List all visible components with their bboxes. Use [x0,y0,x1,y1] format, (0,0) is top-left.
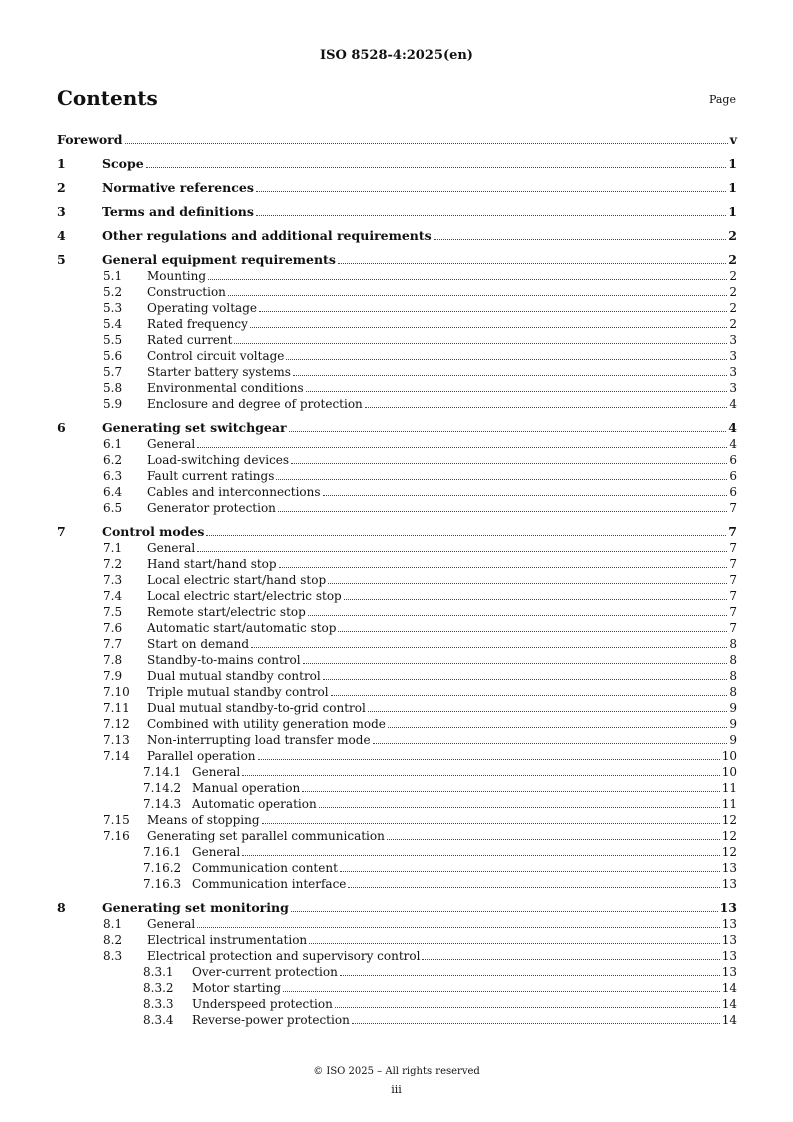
dot-leader [197,551,727,552]
toc-entry-title: Local electric start/electric stop [147,589,342,603]
dot-leader [291,911,718,912]
toc-entry[interactable] [57,268,737,284]
dot-leader [286,359,727,360]
toc-entry-title: Manual operation [192,781,301,795]
toc-entry-number: 1 [57,156,66,171]
toc-entry-page: 1 [728,156,737,171]
toc-entry-page: 13 [721,861,737,875]
toc-entry-title: General [147,437,196,451]
toc-entry[interactable] [57,844,737,860]
dot-leader [365,407,728,408]
toc-entry-title: General equipment requirements [102,252,336,267]
toc-entry-number: 5.8 [103,381,123,395]
toc-entry[interactable] [57,332,737,348]
toc-entry[interactable] [57,948,737,964]
dot-leader [259,311,727,312]
toc-entry[interactable] [57,668,737,684]
toc-entry-title: Fault current ratings [147,469,275,483]
dot-leader [340,975,720,976]
toc-entry[interactable] [57,764,737,780]
toc-entry-number: 7.4 [103,589,123,603]
dot-leader [125,143,728,144]
toc-entry-title: Local electric start/hand stop [147,573,327,587]
toc-entry[interactable] [57,732,737,748]
toc-entry-title: Control modes [102,524,205,539]
toc-entry-page: 7 [729,605,737,619]
toc-entry-title: Mounting [147,269,207,283]
toc-entry-number: 5.1 [103,269,123,283]
contents-title: Contents [57,86,158,110]
toc-entry[interactable] [57,500,737,516]
toc-entry[interactable] [57,748,737,764]
toc-entry-page: 6 [729,469,737,483]
toc-entry-title: Starter battery systems [147,365,291,379]
toc-entry-page: 2 [728,228,737,243]
toc-entry-title: Terms and definitions [102,204,254,219]
toc-entry-title: Generator protection [147,501,276,515]
dot-leader [352,1023,720,1024]
toc-entry-number: 5.6 [103,349,123,363]
dot-leader [251,647,727,648]
toc-entry-title: Communication content [192,861,338,875]
toc-entry-title: Parallel operation [147,749,256,763]
toc-entry[interactable] [57,916,737,932]
page-column-label: Page [708,93,736,106]
toc-entry[interactable] [57,300,737,316]
toc-entry[interactable] [57,812,737,828]
toc-entry[interactable] [57,419,737,436]
toc-entry[interactable] [57,203,737,220]
toc-entry-title: Reverse-power protection [192,1013,350,1027]
toc-entry-title: Motor starting [192,981,282,995]
toc-entry-page: 13 [721,949,737,963]
toc-entry-title: Combined with utility generation mode [147,717,386,731]
toc-entry-number: 7.16.1 [143,845,182,859]
toc-entry-page: v [729,132,737,147]
toc-entry-number: 7.13 [103,733,130,747]
toc-entry-number: 7.10 [103,685,130,699]
toc-entry-number: 6 [57,420,66,435]
dot-leader [293,375,727,376]
toc-entry-number: 7.8 [103,653,123,667]
toc-entry-title: Start on demand [147,637,250,651]
dot-leader [291,463,727,464]
toc-entry-number: 7.2 [103,557,123,571]
dot-leader [338,263,726,264]
toc-entry[interactable] [57,588,737,604]
toc-entry-number: 6.2 [103,453,123,467]
toc-entry[interactable] [57,452,737,468]
dot-leader [234,343,727,344]
dot-leader [242,855,719,856]
toc-entry-page: 6 [729,485,737,499]
dot-leader [278,511,727,512]
toc-entry-page: 1 [728,204,737,219]
toc-entry-page: 3 [729,365,737,379]
dot-leader [208,279,727,280]
toc-entry-title: Dual mutual standby control [147,669,321,683]
dot-leader [306,391,728,392]
toc-entry-page: 13 [721,933,737,947]
toc-entry[interactable] [57,316,737,332]
toc-entry-title: Foreword [57,132,123,147]
toc-entry-title: Generating set parallel communication [147,829,385,843]
toc-entry-number: 3 [57,204,66,219]
toc-entry-page: 2 [729,301,737,315]
dot-leader [348,887,719,888]
dot-leader [283,991,720,992]
dot-leader [146,167,727,168]
toc-entry-page: 9 [729,733,737,747]
dot-leader [256,215,726,216]
toc-entry-number: 7.14 [103,749,130,763]
dot-leader [279,567,728,568]
toc-entry-title: Standby-to-mains control [147,653,301,667]
dot-leader [309,943,720,944]
dot-leader [250,327,727,328]
dot-leader [289,431,727,432]
toc-entry-number: 7.16.2 [143,861,182,875]
toc-entry-title: Underspeed protection [192,997,333,1011]
dot-leader [308,615,728,616]
toc-entry-page: 4 [729,437,737,451]
toc-entry[interactable] [57,436,737,452]
toc-entry-number: 7.15 [103,813,130,827]
toc-entry-title: Normative references [102,180,254,195]
toc-entry[interactable] [57,636,737,652]
toc-entry-number: 8.1 [103,917,123,931]
toc-entry-title: Cables and interconnections [147,485,321,499]
toc-entry-page: 13 [719,900,737,915]
toc-entry-page: 2 [728,252,737,267]
toc-entry-page: 7 [729,557,737,571]
toc-entry-page: 4 [728,420,737,435]
dot-leader [335,1007,720,1008]
toc-entry[interactable] [57,251,737,268]
toc-entry[interactable] [57,796,737,812]
toc-entry[interactable] [57,780,737,796]
toc-entry-title: Dual mutual standby-to-grid control [147,701,366,715]
toc-entry-title: Automatic start/automatic stop [147,621,337,635]
toc-entry[interactable] [57,131,737,148]
toc-entry[interactable] [57,716,737,732]
toc-entry-number: 5.3 [103,301,123,315]
dot-leader [344,599,728,600]
toc-entry-number: 6.3 [103,469,123,483]
toc-entry-title: Operating voltage [147,301,257,315]
toc-entry-title: Other regulations and additional requirements [102,228,432,243]
dot-leader [206,535,726,536]
toc-entry-number: 7 [57,524,66,539]
toc-entry[interactable] [57,179,737,196]
toc-entry-number: 8.3.3 [143,997,174,1011]
toc-entry-title: Electrical instrumentation [147,933,308,947]
toc-entry-title: Load-switching devices [147,453,290,467]
toc-entry[interactable] [57,155,737,172]
toc-entry[interactable] [57,348,737,364]
toc-entry-number: 5.5 [103,333,123,347]
toc-entry[interactable] [57,996,737,1012]
toc-entry-number: 8.2 [103,933,123,947]
toc-entry-page: 6 [729,453,737,467]
toc-entry-title: General [192,765,241,779]
toc-entry-number: 7.14.2 [143,781,182,795]
toc-entry[interactable] [57,964,737,980]
toc-entry-number: 6.4 [103,485,123,499]
toc-entry-title: Automatic operation [192,797,317,811]
toc-entry-page: 3 [729,333,737,347]
toc-entry-title: General [147,541,196,555]
toc-entry[interactable] [57,572,737,588]
dot-leader [388,727,727,728]
dot-leader [328,583,727,584]
toc-entry-page: 13 [721,917,737,931]
toc-entry-number: 7.11 [103,701,130,715]
dot-leader [262,823,720,824]
toc-entry-number: 6.1 [103,437,123,451]
toc-entry[interactable] [57,227,737,244]
toc-entry[interactable] [57,380,737,396]
toc-entry-page: 9 [729,701,737,715]
toc-entry[interactable] [57,468,737,484]
toc-entry-page: 2 [729,285,737,299]
toc-entry-number: 7.12 [103,717,130,731]
toc-entry[interactable] [57,540,737,556]
toc-entry-title: Triple mutual standby control [147,685,329,699]
toc-entry-title: Scope [102,156,144,171]
toc-entry-title: Hand start/hand stop [147,557,277,571]
toc-entry-title: Control circuit voltage [147,349,285,363]
toc-entry-title: Rated frequency [147,317,248,331]
dot-leader [256,191,726,192]
toc-entry-number: 7.14.1 [143,765,182,779]
dot-leader [319,807,720,808]
dot-leader [368,711,728,712]
dot-leader [338,631,727,632]
dot-leader [331,695,728,696]
toc-entry[interactable] [57,860,737,876]
toc-entry-page: 7 [729,621,737,635]
toc-entry-number: 7.6 [103,621,123,635]
toc-entry-title: Non-interrupting load transfer mode [147,733,371,747]
toc-entry[interactable] [57,364,737,380]
dot-leader [387,839,720,840]
toc-entry[interactable] [57,700,737,716]
toc-entry[interactable] [57,684,737,700]
toc-entry-page: 7 [729,573,737,587]
toc-entry-page: 13 [721,965,737,979]
toc-entry-number: 5.4 [103,317,123,331]
toc-entry-page: 10 [721,749,737,763]
dot-leader [302,791,720,792]
toc-entry-number: 7.9 [103,669,123,683]
toc-entry-page: 13 [721,877,737,891]
dot-leader [258,759,720,760]
dot-leader [197,927,719,928]
toc-entry-number: 7.14.3 [143,797,182,811]
toc-entry-title: Means of stopping [147,813,260,827]
toc-entry[interactable] [57,828,737,844]
toc-entry[interactable] [57,876,737,892]
dot-leader [323,495,728,496]
toc-entry-title: Over-current protection [192,965,338,979]
toc-entry-page: 4 [729,397,737,411]
toc-entry-number: 2 [57,180,66,195]
toc-entry-page: 10 [721,765,737,779]
toc-entry-title: Communication interface [192,877,347,891]
toc-entry-page: 14 [721,1013,737,1027]
toc-entry-title: General [192,845,241,859]
toc-entry-page: 12 [721,845,737,859]
toc-entry-number: 7.3 [103,573,123,587]
toc-entry-number: 8.3.4 [143,1013,174,1027]
toc-entry[interactable] [57,652,737,668]
toc-entry-page: 12 [721,829,737,843]
document-id: ISO 8528-4:2025(en) [320,48,473,63]
toc-entry-page: 2 [729,317,737,331]
toc-entry-page: 1 [728,180,737,195]
toc-entry-number: 7.16.3 [143,877,182,891]
dot-leader [303,663,728,664]
toc-entry-page: 14 [721,997,737,1011]
toc-entry-page: 12 [721,813,737,827]
copyright-footer: © ISO 2025 – All rights reserved [313,1066,480,1077]
toc-entry-number: 7.7 [103,637,123,651]
toc-entry-page: 11 [721,797,737,811]
toc-entry-number: 8.3 [103,949,123,963]
toc-entry[interactable] [57,484,737,500]
toc-entry[interactable] [57,1012,737,1028]
toc-entry-number: 7.1 [103,541,123,555]
toc-entry-title: Generating set monitoring [102,900,289,915]
dot-leader [323,679,728,680]
toc-entry-number: 7.16 [103,829,130,843]
dot-leader [422,959,719,960]
toc-entry-number: 8.3.1 [143,965,174,979]
toc-entry[interactable] [57,932,737,948]
toc-entry-title: Remote start/electric stop [147,605,306,619]
toc-entry-title: Electrical protection and supervisory control [147,949,421,963]
toc-entry[interactable] [57,980,737,996]
table-of-contents [57,131,737,1028]
toc-entry-number: 8 [57,900,66,915]
dot-leader [197,447,727,448]
toc-entry-page: 3 [729,349,737,363]
toc-entry-title: Environmental conditions [147,381,304,395]
toc-entry-page: 11 [721,781,737,795]
toc-entry[interactable] [57,556,737,572]
toc-entry[interactable] [57,620,737,636]
toc-entry-title: General [147,917,196,931]
toc-entry[interactable] [57,284,737,300]
toc-entry-page: 9 [729,717,737,731]
dot-leader [228,295,727,296]
toc-entry[interactable] [57,523,737,540]
toc-entry[interactable] [57,396,737,412]
toc-entry-number: 5.9 [103,397,123,411]
dot-leader [340,871,720,872]
toc-entry-page: 2 [729,269,737,283]
dot-leader [434,239,727,240]
toc-entry-page: 3 [729,381,737,395]
toc-entry[interactable] [57,604,737,620]
toc-entry-title: Generating set switchgear [102,420,287,435]
toc-entry-page: 7 [728,524,737,539]
toc-entry-number: 5 [57,252,66,267]
toc-entry-page: 8 [729,669,737,683]
toc-entry-number: 4 [57,228,66,243]
toc-entry-number: 7.5 [103,605,123,619]
toc-entry-number: 6.5 [103,501,123,515]
dot-leader [242,775,719,776]
toc-entry-page: 7 [729,501,737,515]
toc-entry-page: 7 [729,589,737,603]
toc-entry-number: 8.3.2 [143,981,174,995]
toc-entry-title: Rated current [147,333,233,347]
toc-entry-number: 5.2 [103,285,123,299]
toc-entry-page: 7 [729,541,737,555]
dot-leader [373,743,728,744]
dot-leader [276,479,727,480]
toc-entry[interactable] [57,899,737,916]
toc-entry-page: 14 [721,981,737,995]
toc-entry-number: 5.7 [103,365,123,379]
toc-entry-page: 8 [729,685,737,699]
toc-entry-page: 8 [729,653,737,667]
toc-entry-title: Construction [147,285,226,299]
page-number: iii [391,1083,402,1096]
toc-entry-page: 8 [729,637,737,651]
toc-entry-title: Enclosure and degree of protection [147,397,363,411]
